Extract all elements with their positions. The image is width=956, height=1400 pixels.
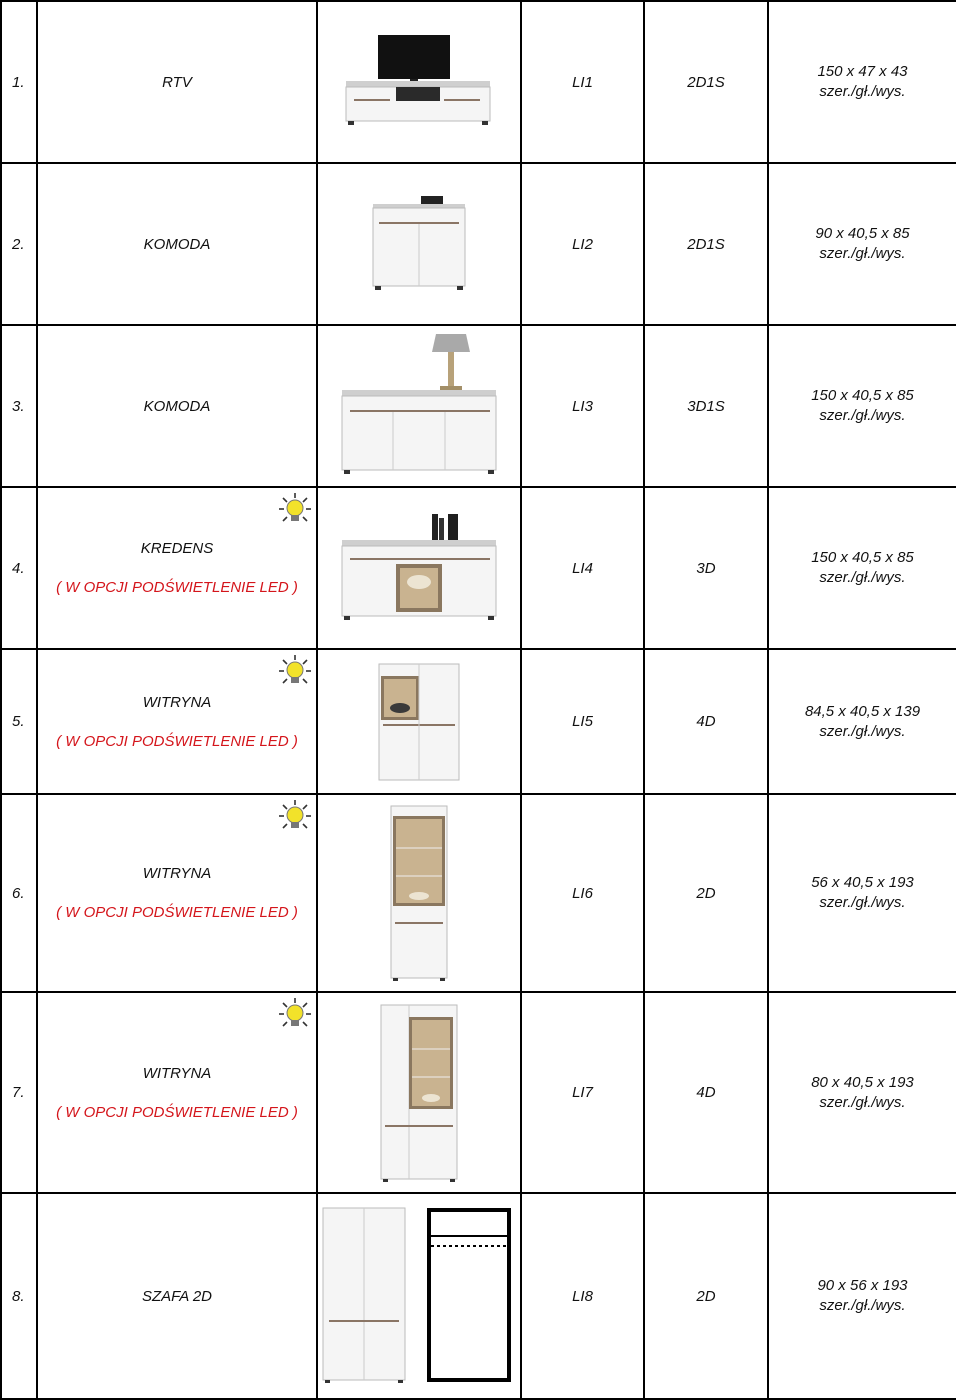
- product-type: 4D: [644, 992, 768, 1193]
- table-row: [1, 325, 956, 487]
- product-code: LI4: [521, 487, 644, 649]
- product-name: [37, 992, 317, 1193]
- led-bulb-icon: [278, 799, 312, 833]
- product-name: [37, 794, 317, 992]
- product-name: [37, 1, 317, 163]
- product-type: 4D: [644, 649, 768, 794]
- product-name-text: SZAFA 2D: [141, 1287, 212, 1305]
- dims-value: 150 x 40,5 x 85: [811, 387, 914, 404]
- product-dimensions: [768, 649, 956, 794]
- row-number: 7.: [1, 992, 37, 1193]
- row-number: 3.: [1, 325, 37, 487]
- product-image-witryna-medium: [317, 649, 521, 794]
- dims-value: 90 x 56 x 193: [817, 1277, 908, 1294]
- dims-unit: szer./gł./wys.: [819, 83, 906, 100]
- row-number: 2.: [1, 163, 37, 325]
- product-code: LI2: [521, 163, 644, 325]
- product-type: 3D: [644, 487, 768, 649]
- dims-unit: szer./gł./wys.: [819, 245, 906, 262]
- product-image-witryna-tall-narrow: [317, 794, 521, 992]
- product-dimensions: [768, 163, 956, 325]
- table-row: [1, 794, 956, 992]
- product-image-szafa: [317, 1193, 521, 1399]
- product-code: LI1: [521, 1, 644, 163]
- product-code: LI3: [521, 325, 644, 487]
- product-image-kredens: [317, 487, 521, 649]
- product-dimensions: [768, 992, 956, 1193]
- product-type: 2D1S: [644, 1, 768, 163]
- table-row: [1, 992, 956, 1193]
- dims-value: 150 x 47 x 43: [817, 63, 908, 80]
- product-code: LI6: [521, 794, 644, 992]
- dims-unit: szer./gł./wys.: [819, 1093, 906, 1111]
- product-image-komoda-lamp: [317, 325, 521, 487]
- product-dimensions: [768, 325, 956, 487]
- product-name: [37, 487, 317, 649]
- table-row: [1, 649, 956, 794]
- led-option-note: ( W OPCJI PODŚWIETLENIE LED ): [56, 732, 298, 750]
- dims-unit: szer./gł./wys.: [819, 894, 906, 911]
- dims-value: 150 x 40,5 x 85: [811, 549, 914, 566]
- table-row: [1, 487, 956, 649]
- led-option-note: ( W OPCJI PODŚWIETLENIE LED ): [56, 904, 298, 921]
- product-name-text: RTV: [162, 73, 192, 91]
- product-name-text: KOMODA: [143, 397, 211, 415]
- product-dimensions: [768, 487, 956, 649]
- product-type: 2D1S: [644, 163, 768, 325]
- product-type: 2D: [644, 1193, 768, 1399]
- product-name: [37, 325, 317, 487]
- product-image-rtv: [317, 1, 521, 163]
- dims-unit: szer./gł./wys.: [819, 722, 906, 740]
- product-name-text: WITRYNA: [142, 1064, 212, 1082]
- product-dimensions: [768, 1193, 956, 1399]
- dims-unit: szer./gł./wys.: [819, 569, 906, 586]
- dims-unit: szer./gł./wys.: [819, 1297, 906, 1314]
- product-image-komoda: [317, 163, 521, 325]
- product-type: 3D1S: [644, 325, 768, 487]
- table-row: [1, 1, 956, 163]
- dims-unit: szer./gł./wys.: [819, 407, 906, 424]
- product-name: [37, 163, 317, 325]
- product-dimensions: [768, 794, 956, 992]
- led-option-note: ( W OPCJI PODŚWIETLENIE LED ): [56, 1103, 298, 1121]
- row-number: 4.: [1, 487, 37, 649]
- product-code: LI7: [521, 992, 644, 1193]
- product-name: [37, 1193, 317, 1399]
- product-name-text: KOMODA: [143, 235, 211, 253]
- product-code: LI8: [521, 1193, 644, 1399]
- dims-value: 80 x 40,5 x 193: [811, 1073, 914, 1091]
- dims-value: 90 x 40,5 x 85: [815, 225, 910, 242]
- product-dimensions: [768, 1, 956, 163]
- table-row: [1, 163, 956, 325]
- product-name-text: WITRYNA: [142, 865, 212, 882]
- led-option-note: ( W OPCJI PODŚWIETLENIE LED ): [56, 579, 298, 596]
- product-name-text: KREDENS: [140, 540, 214, 557]
- table-row: [1, 1193, 956, 1399]
- row-number: 5.: [1, 649, 37, 794]
- led-bulb-icon: [278, 997, 312, 1031]
- product-type: 2D: [644, 794, 768, 992]
- product-name: [37, 649, 317, 794]
- row-number: 1.: [1, 1, 37, 163]
- dims-value: 84,5 x 40,5 x 139: [804, 702, 921, 720]
- dims-value: 56 x 40,5 x 193: [811, 874, 914, 891]
- product-name-text: WITRYNA: [142, 693, 212, 711]
- product-image-witryna-tall-wide: [317, 992, 521, 1193]
- product-code: LI5: [521, 649, 644, 794]
- row-number: 6.: [1, 794, 37, 992]
- led-bulb-icon: [278, 492, 312, 526]
- led-bulb-icon: [278, 654, 312, 688]
- row-number: 8.: [1, 1193, 37, 1399]
